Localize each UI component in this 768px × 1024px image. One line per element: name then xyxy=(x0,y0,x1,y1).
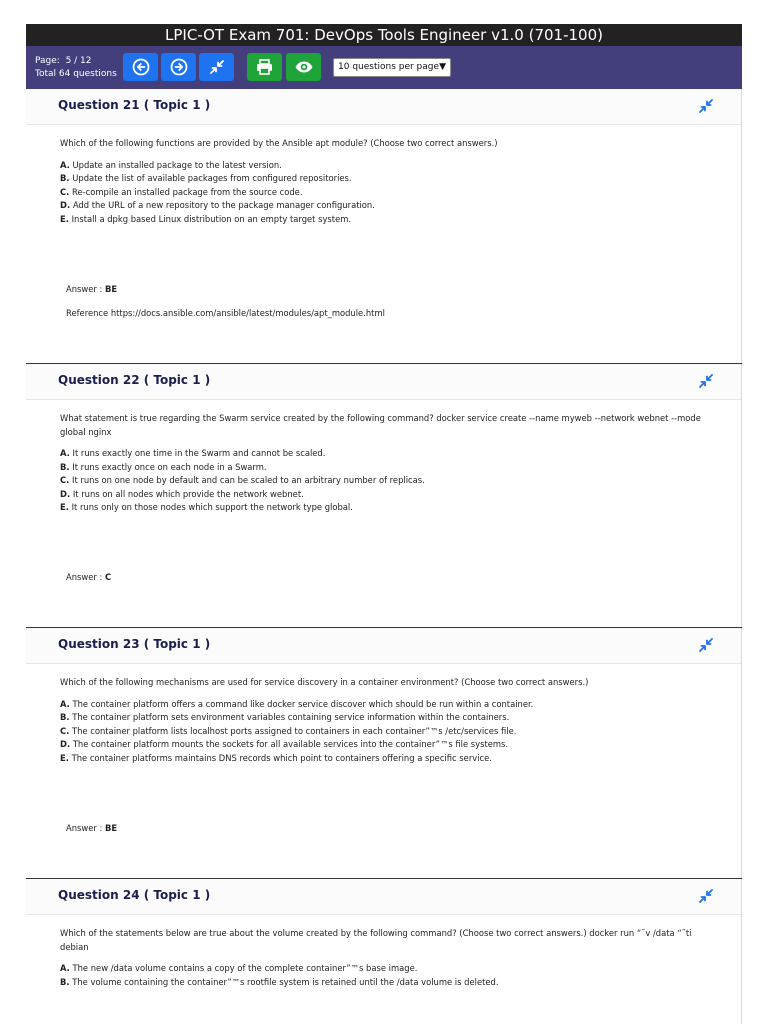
option-letter: D. xyxy=(60,200,71,210)
answer-value: C xyxy=(105,572,112,582)
option-text: Install a dpkg based Linux distribution on an empty target system. xyxy=(71,213,352,224)
show-answers-button[interactable] xyxy=(286,53,321,81)
option-text: Add the URL of a new repository to the package manager configuration. xyxy=(72,200,375,210)
total-questions: Total 64 questions xyxy=(35,69,117,79)
option-e xyxy=(60,752,707,766)
page-info xyxy=(35,55,117,81)
option-letter: E. xyxy=(60,502,69,512)
answer-label: Answer : xyxy=(66,823,103,833)
exam-title: LPIC-OT Exam 701: DevOps Tools Engineer v1.0 (701-100) xyxy=(26,24,742,46)
question-text: What statement is true regarding the Swarm service created by the following command? docker service create --name myweb --network webnet --mode global nginx xyxy=(60,413,701,437)
question-header xyxy=(26,89,741,125)
question-card xyxy=(26,628,742,878)
option-e xyxy=(60,501,707,515)
option-letter: C. xyxy=(60,186,70,197)
option-c xyxy=(60,474,707,488)
option-a xyxy=(60,698,707,712)
option-letter: A. xyxy=(60,159,70,170)
answer-line xyxy=(66,284,117,294)
page-value: 5 / 12 xyxy=(65,56,92,66)
printer-icon xyxy=(255,58,274,76)
answer-value: BE xyxy=(105,823,118,833)
question-title: Question 24 ( Topic 1 ) xyxy=(58,888,211,902)
option-c xyxy=(60,186,707,200)
option-a xyxy=(60,447,707,461)
option-text: It runs on all nodes which provide the network webnet. xyxy=(72,488,304,499)
option-text: The container platform mounts the sockets for all available services into the container”™s file systems. xyxy=(72,739,509,749)
question-text: Which of the statements below are true about the volume created by the following command? (Choose two correct answers.) docker run “˜v /data “˜ti debian xyxy=(60,928,692,952)
option-text: Update an installed package to the latest version. xyxy=(72,159,282,170)
answer-line xyxy=(66,572,111,582)
question-text: Which of the following mechanisms are used for service discovery in a container environment? (Choose two correct answers.) xyxy=(60,677,589,687)
question-header xyxy=(26,628,741,664)
questions-per-page-select[interactable] xyxy=(333,58,451,77)
option-b xyxy=(60,461,707,475)
option-letter: B. xyxy=(60,976,70,987)
option-b xyxy=(60,976,707,990)
option-c xyxy=(60,725,707,739)
arrow-left-circle-icon xyxy=(132,58,150,76)
option-text: It runs exactly once on each node in a Swarm. xyxy=(72,461,267,472)
previous-page-button[interactable] xyxy=(123,53,158,81)
reference-text: Reference https://docs.ansible.com/ansible/latest/modules/apt_module.html xyxy=(66,308,385,318)
collapse-question-icon[interactable] xyxy=(697,97,715,115)
option-a xyxy=(60,159,707,173)
question-title: Question 21 ( Topic 1 ) xyxy=(58,98,211,112)
option-letter: A. xyxy=(60,448,70,458)
option-d xyxy=(60,488,707,502)
option-letter: B. xyxy=(60,712,70,722)
next-page-button[interactable] xyxy=(161,53,196,81)
question-header xyxy=(26,364,741,400)
print-button[interactable] xyxy=(247,53,282,81)
answer-label: Answer : xyxy=(66,284,103,294)
option-letter: C. xyxy=(60,475,70,485)
arrow-right-circle-icon xyxy=(170,58,188,76)
question-header xyxy=(26,879,741,915)
question-card xyxy=(26,879,742,1024)
option-letter: D. xyxy=(60,488,71,499)
collapse-all-button[interactable] xyxy=(199,53,234,81)
answer-line xyxy=(66,823,117,833)
option-text: The new /data volume contains a copy of the complete container”™s base image. xyxy=(72,963,418,973)
option-b xyxy=(60,172,707,186)
page-label: Page: xyxy=(35,56,60,66)
option-text: The volume containing the container”™s rootfile system is retained until the /data volume is deleted. xyxy=(72,976,499,987)
toolbar xyxy=(26,46,742,89)
option-d xyxy=(60,738,707,752)
eye-icon xyxy=(294,58,314,76)
question-text: Which of the following functions are provided by the Ansible apt module? (Choose two correct answers.) xyxy=(60,138,498,148)
collapse-question-icon[interactable] xyxy=(697,372,715,390)
option-text: It runs exactly one time in the Swarm and cannot be scaled. xyxy=(72,448,326,458)
option-text: Update the list of available packages from configured repositories. xyxy=(72,173,352,183)
option-text: It runs only on those nodes which support the network type global. xyxy=(71,502,353,512)
option-text: The container platform offers a command like docker service discover which should be run within a container. xyxy=(72,698,534,709)
option-text: Re-compile an installed package from the source code. xyxy=(72,186,303,197)
option-letter: D. xyxy=(60,739,71,749)
question-title: Question 22 ( Topic 1 ) xyxy=(58,373,211,387)
option-b xyxy=(60,711,707,725)
option-letter: C. xyxy=(60,725,70,736)
option-letter: A. xyxy=(60,963,70,973)
answer-value: BE xyxy=(105,284,118,294)
option-text: The container platforms maintains DNS records which point to containers offering a specific service. xyxy=(71,752,492,763)
compress-icon xyxy=(208,58,226,76)
question-title: Question 23 ( Topic 1 ) xyxy=(58,637,211,651)
option-letter: E. xyxy=(60,752,69,763)
option-letter: A. xyxy=(60,698,70,709)
option-letter: B. xyxy=(60,173,70,183)
collapse-question-icon[interactable] xyxy=(697,636,715,654)
option-text: It runs on one node by default and can be scaled to an arbitrary number of replicas. xyxy=(72,475,425,485)
question-card xyxy=(26,364,742,627)
option-e xyxy=(60,213,707,227)
collapse-question-icon[interactable] xyxy=(697,887,715,905)
option-letter: B. xyxy=(60,461,70,472)
chevron-down-icon: ▼ xyxy=(439,62,446,72)
answer-label: Answer : xyxy=(66,572,103,582)
option-text: The container platform sets environment variables containing service information within the containers. xyxy=(72,712,510,722)
question-card xyxy=(26,89,742,363)
option-letter: E. xyxy=(60,213,69,224)
option-a xyxy=(60,962,707,976)
option-d xyxy=(60,199,707,213)
questions-per-page-value: 10 questions per page xyxy=(338,62,440,72)
option-text: The container platform lists localhost ports assigned to containers in each container”™s /etc/services file. xyxy=(72,725,517,736)
